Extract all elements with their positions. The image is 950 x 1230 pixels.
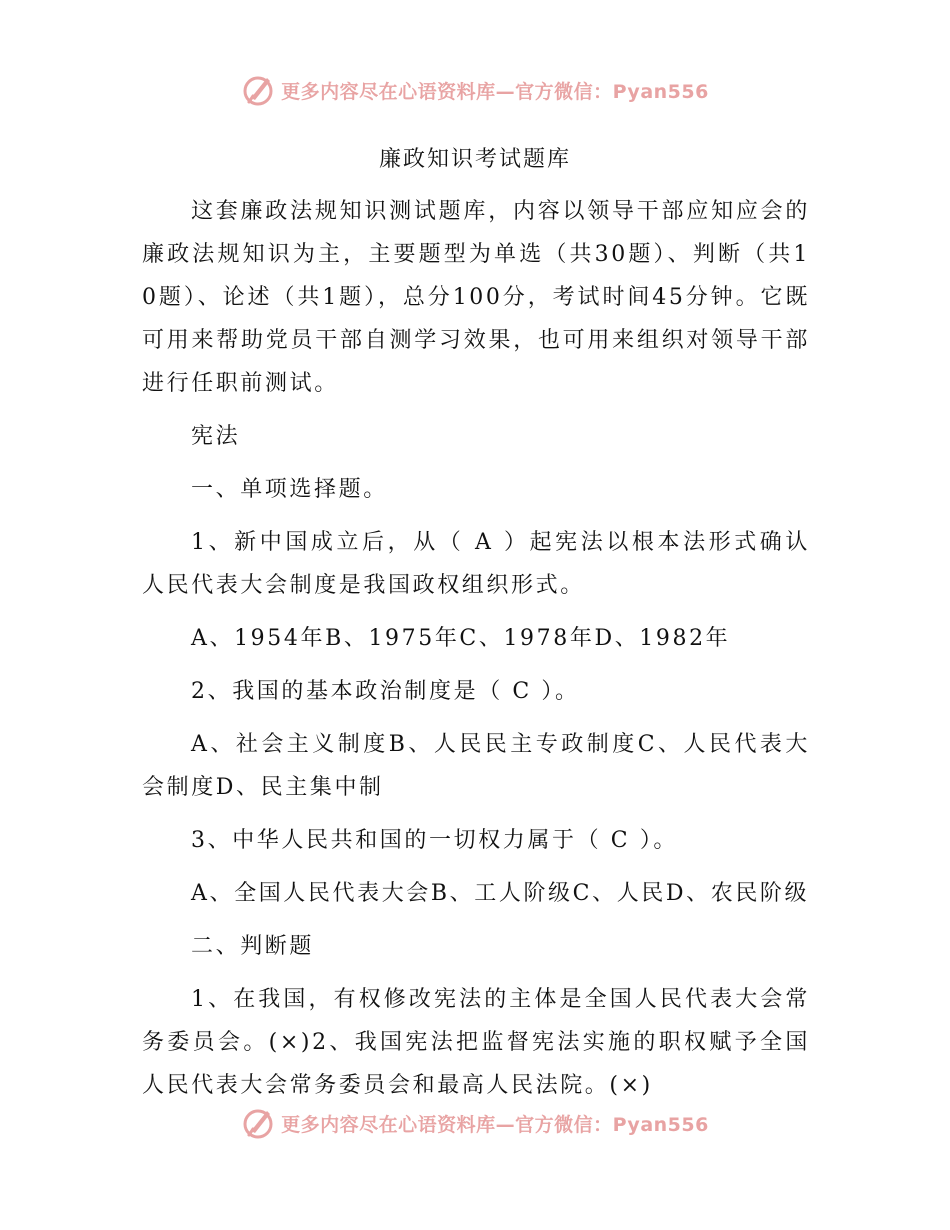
true-false-questions: 1、在我国，有权修改宪法的主体是全国人民代表大会常务委员会。(×)2、我国宪法把监督宪法实施的职权赋予全国人民代表大会常务委员会和最高人民法院。(×) xyxy=(142,987,810,1098)
question-1: 1、新中国成立后，从（ A ）起宪法以根本法形式确认人民代表大会制度是我国政权组织形式。 xyxy=(142,530,810,598)
question-2: 2、我国的基本政治制度是（ C ）。 xyxy=(191,679,580,704)
question-2-options: A、社会主义制度B、人民民主专政制度C、人民代表大会制度D、民主集中制 xyxy=(142,732,810,800)
question-3: 3、中华人民共和国的一切权力属于（ C ）。 xyxy=(191,828,679,853)
watermark-text: 更多内容尽在心语资料库—官方微信：Pyan556 xyxy=(281,1113,709,1136)
section-heading-true-false: 二、判断题 xyxy=(191,934,315,959)
watermark-text: 更多内容尽在心语资料库—官方微信：Pyan556 xyxy=(281,80,709,103)
question-1-options: A、1954年B、1975年C、1978年D、1982年 xyxy=(191,626,731,651)
watermark-header xyxy=(0,70,950,110)
intro-paragraph: 这套廉政法规知识测试题库，内容以领导干部应知应会的廉政法规知识为主，主要题型为单选（共30题）、判断（共10题）、论述（共1题），总分100分，考试时间45分钟。它既可用来帮助党员干部自测学习效果，也可用来组织对领导干部进行任职前测试。 xyxy=(142,199,810,396)
watermark-footer xyxy=(0,1103,950,1143)
question-3-options: A、全国人民代表大会B、工人阶级C、人民D、农民阶级 xyxy=(191,881,810,906)
document-body xyxy=(142,190,810,1117)
quill-logo-icon xyxy=(241,72,277,108)
quill-logo-icon xyxy=(241,1105,277,1141)
section-heading-single-choice: 一、单项选择题。 xyxy=(191,477,388,502)
document-title: 廉政知识考试题库 xyxy=(378,147,571,172)
section-heading-constitution: 宪法 xyxy=(191,424,241,449)
